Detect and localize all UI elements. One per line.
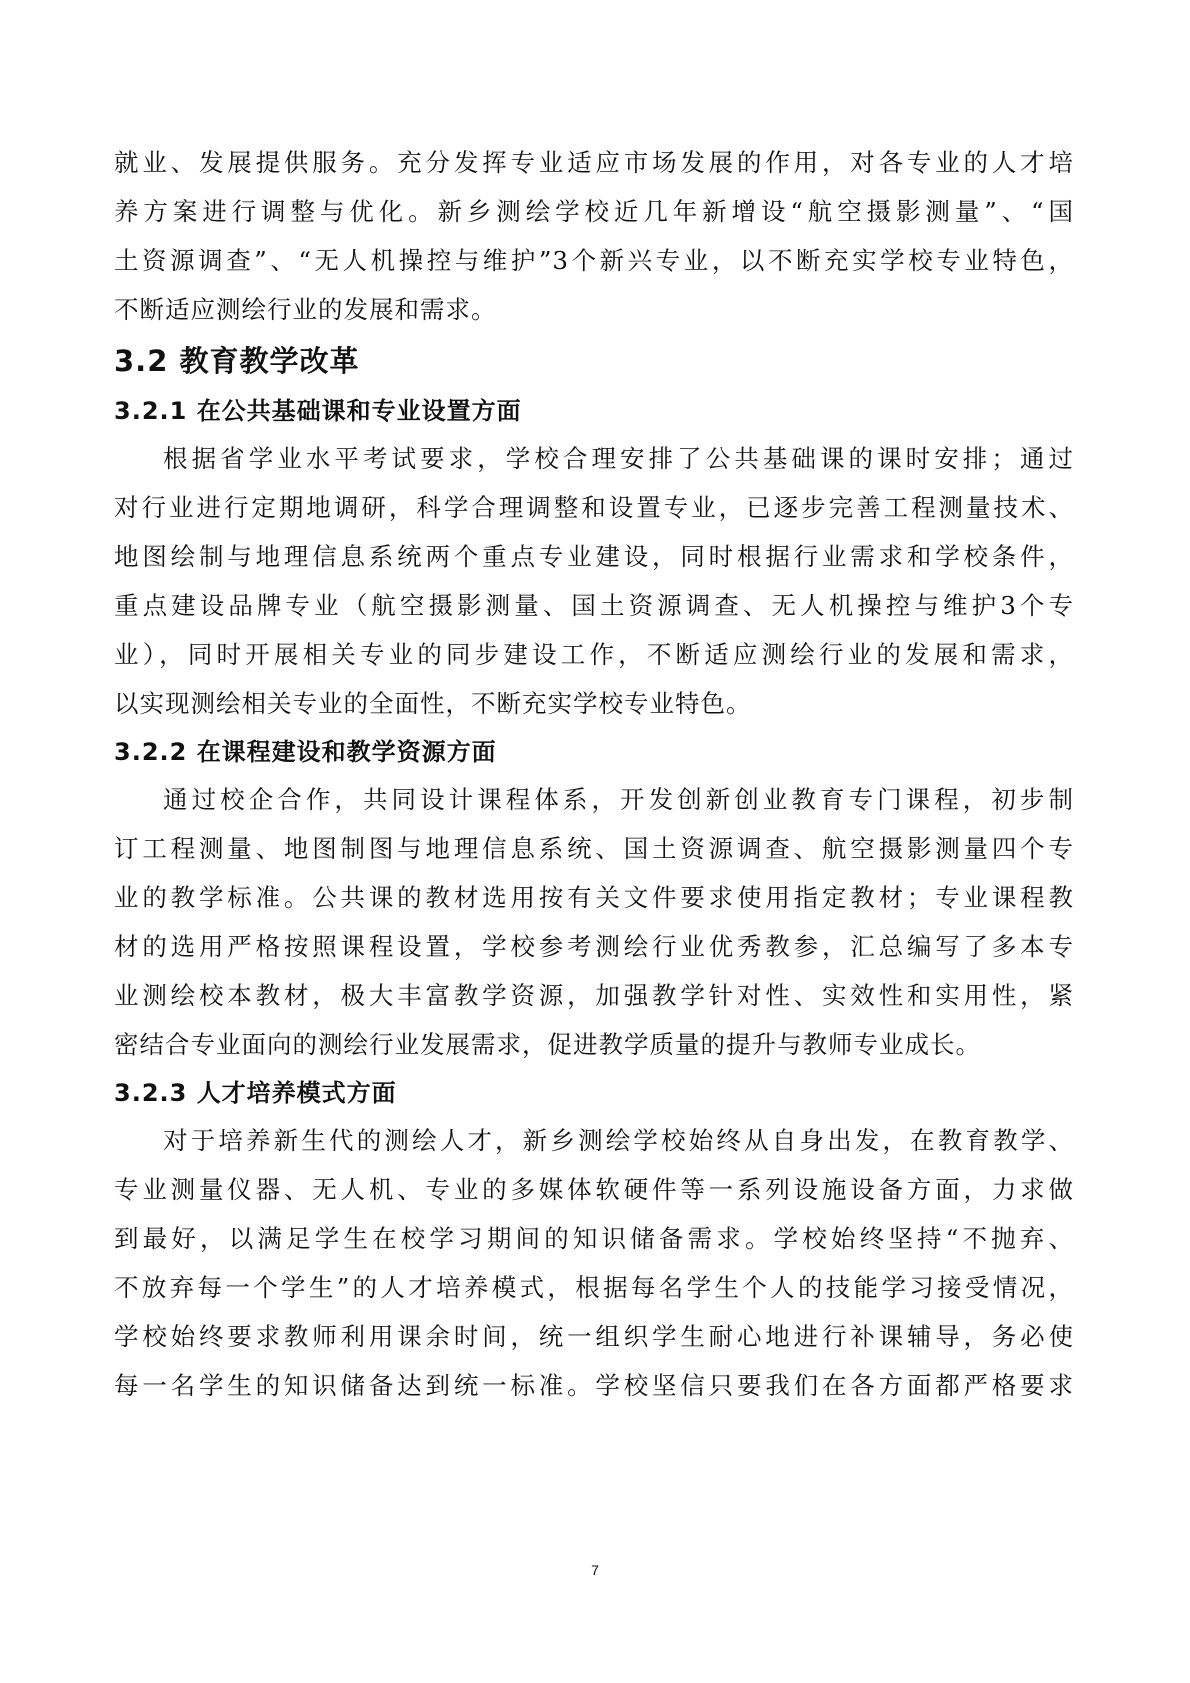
paragraph-line: 养方案进行调整与优化。新乡测绘学校近几年新增设“航空摄影测量”、“国 <box>114 197 1074 226</box>
paragraph-line: 通过校企合作，共同设计课程体系，开发创新创业教育专门课程，初步制 <box>163 785 1074 814</box>
paragraph-line: 不放弃每一个学生”的人才培养模式，根据每名学生个人的技能学习接受情况， <box>114 1273 1074 1302</box>
paragraph-line: 土资源调查”、“无人机操控与维护”3个新兴专业，以不断充实学校专业特色， <box>114 246 1074 275</box>
subsection-heading: 3.2.1 在公共基础课和专业设置方面 <box>114 397 522 425</box>
paragraph-line: 到最好，以满足学生在校学习期间的知识储备需求。学校始终坚持“不抛弃、 <box>114 1224 1074 1253</box>
paragraph-line: 材的选用严格按照课程设置，学校参考测绘行业优秀教参，汇总编写了多本专 <box>114 932 1074 961</box>
paragraph-line: 地图绘制与地理信息系统两个重点专业建设，同时根据行业需求和学校条件， <box>114 542 1074 571</box>
subsection-heading: 3.2.3 人才培养模式方面 <box>114 1079 397 1107</box>
paragraph-line: 订工程测量、地图制图与地理信息系统、国土资源调查、航空摄影测量四个专 <box>114 834 1074 863</box>
page-number: 7 <box>591 1562 599 1578</box>
paragraph-line: 根据省学业水平考试要求，学校合理安排了公共基础课的课时安排；通过 <box>163 444 1074 473</box>
paragraph-line: 业测绘校本教材，极大丰富教学资源，加强教学针对性、实效性和实用性，紧 <box>114 981 1074 1010</box>
section-heading: 3.2 教育教学改革 <box>114 344 360 378</box>
paragraph-line: 每一名学生的知识储备达到统一标准。学校坚信只要我们在各方面都严格要求 <box>114 1371 1074 1400</box>
paragraph-line: 专业测量仪器、无人机、专业的多媒体软硬件等一系列设施设备方面，力求做 <box>114 1175 1074 1204</box>
paragraph-line: 以实现测绘相关专业的全面性，不断充实学校专业特色。 <box>114 689 752 718</box>
paragraph-line: 密结合专业面向的测绘行业发展需求，促进教学质量的提升与教师专业成长。 <box>114 1030 981 1059</box>
subsection-heading: 3.2.2 在课程建设和教学资源方面 <box>114 738 497 766</box>
paragraph-line: 对于培养新生代的测绘人才，新乡测绘学校始终从自身出发，在教育教学、 <box>163 1126 1074 1155</box>
paragraph-line: 对行业进行定期地调研，科学合理调整和设置专业，已逐步完善工程测量技术、 <box>114 493 1074 522</box>
paragraph-line: 学校始终要求教师利用课余时间，统一组织学生耐心地进行补课辅导，务必使 <box>114 1322 1074 1351</box>
paragraph-line: 业的教学标准。公共课的教材选用按有关文件要求使用指定教材；专业课程教 <box>114 883 1074 912</box>
paragraph-line: 重点建设品牌专业（航空摄影测量、国土资源调查、无人机操控与维护3个专 <box>114 591 1074 620</box>
paragraph-line: 不断适应测绘行业的发展和需求。 <box>114 295 497 324</box>
paragraph-line: 业），同时开展相关专业的同步建设工作，不断适应测绘行业的发展和需求， <box>114 640 1074 669</box>
paragraph-line: 就业、发展提供服务。充分发挥专业适应市场发展的作用，对各专业的人才培 <box>114 148 1074 177</box>
